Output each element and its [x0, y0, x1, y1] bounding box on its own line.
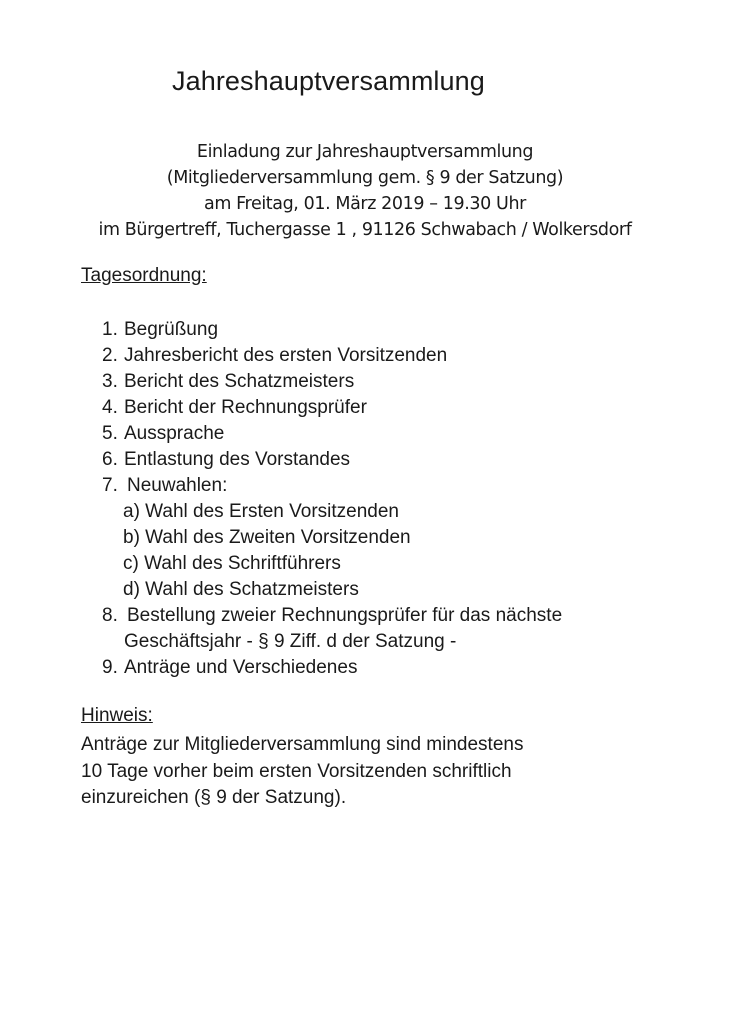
hint-body: [81, 732, 523, 812]
agenda-item-text: Aussprache: [124, 423, 225, 444]
agenda-subitem-text: c) Wahl des Schriftführers: [123, 553, 341, 574]
hint-line: Anträge zur Mitgliederversammlung sind mindestens: [81, 734, 524, 755]
document-title: Jahreshauptversammlung: [172, 66, 485, 96]
agenda-item-text: Bericht der Rechnungsprüfer: [124, 397, 367, 418]
invitation-line: am Freitag, 01. März 2019 – 19.30 Uhr: [204, 194, 526, 214]
agenda-item-number: 2.: [102, 345, 118, 366]
agenda-subitem-text: a) Wahl des Ersten Vorsitzenden: [123, 501, 399, 522]
agenda-item-text: Jahresbericht des ersten Vorsitzenden: [124, 345, 448, 366]
agenda-item-number: 4.: [102, 397, 118, 418]
agenda-item-text: Geschäftsjahr - § 9 Ziff. d der Satzung -: [124, 631, 457, 652]
agenda-item-number: 5.: [102, 423, 118, 444]
hint-heading: Hinweis:: [81, 705, 153, 726]
agenda-item-text: Begrüßung: [124, 319, 219, 340]
agenda-item-text: Bestellung zweier Rechnungsprüfer für das nächste: [127, 605, 563, 626]
agenda-item-text: Anträge und Verschiedenes: [124, 657, 358, 678]
agenda-item-text: Bericht des Schatzmeisters: [124, 371, 355, 392]
invitation-block: [0, 139, 730, 243]
agenda-item-number: 3.: [102, 371, 118, 392]
hint-line: 10 Tage vorher beim ersten Vorsitzenden schriftlich: [81, 760, 512, 782]
invitation-line: im Bürgertreff, Tuchergasse 1 , 91126 Schwabach / Wolkersdorf: [98, 220, 632, 240]
hint-line: einzureichen (§ 9 der Satzung).: [81, 787, 347, 808]
agenda-item-number: 9.: [102, 657, 118, 678]
agenda-item-text: Entlastung des Vorstandes: [124, 449, 351, 470]
agenda-subitem-text: d) Wahl des Schatzmeisters: [123, 579, 359, 600]
agenda-heading: Tagesordnung:: [81, 265, 207, 286]
invitation-line: Einladung zur Jahreshauptversammlung: [196, 142, 534, 162]
agenda-item-number: 1.: [102, 319, 118, 340]
agenda-item-number: 6.: [102, 449, 118, 470]
agenda-subitem-text: b) Wahl des Zweiten Vorsitzenden: [123, 527, 411, 548]
agenda-item-number: 8.: [102, 605, 118, 626]
agenda-item-number: 7.: [102, 475, 118, 496]
invitation-line: (Mitgliederversammlung gem. § 9 der Satzung): [166, 168, 564, 188]
agenda-item-text: Neuwahlen:: [127, 475, 228, 496]
